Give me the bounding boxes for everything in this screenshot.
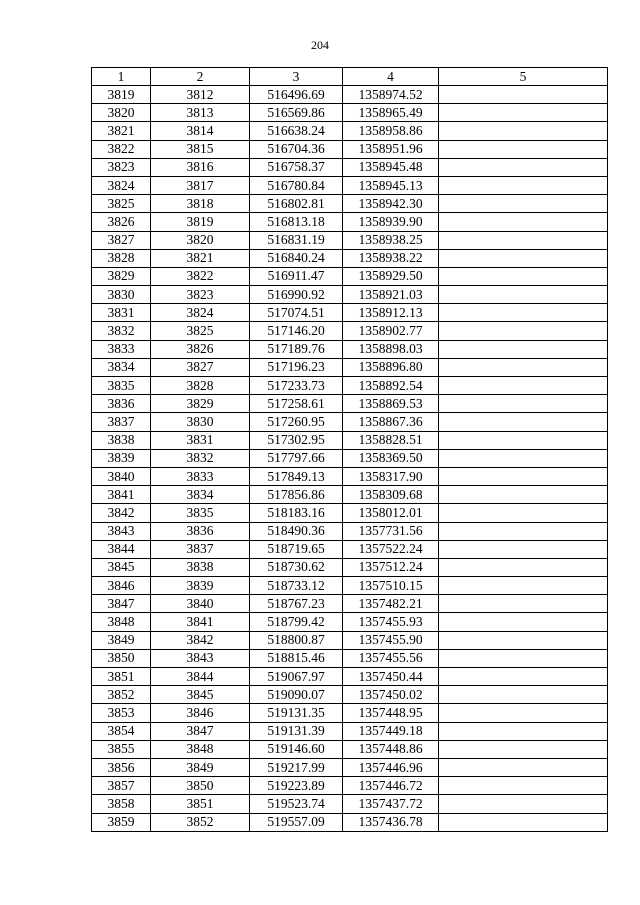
note-cell bbox=[439, 249, 608, 267]
point-number-cell: 3835 bbox=[92, 377, 151, 395]
point-number-cell: 3826 bbox=[92, 213, 151, 231]
x-coordinate-cell: 516704.36 bbox=[250, 140, 343, 158]
note-cell bbox=[439, 140, 608, 158]
index-cell: 3841 bbox=[151, 613, 250, 631]
index-cell: 3835 bbox=[151, 504, 250, 522]
y-coordinate-cell: 1357455.90 bbox=[343, 631, 439, 649]
table-row bbox=[92, 740, 608, 758]
y-coordinate-cell: 1358951.96 bbox=[343, 140, 439, 158]
point-number-cell: 3855 bbox=[92, 740, 151, 758]
table-row bbox=[92, 395, 608, 413]
y-coordinate-cell: 1358317.90 bbox=[343, 467, 439, 485]
x-coordinate-cell: 518730.62 bbox=[250, 558, 343, 576]
note-cell bbox=[439, 631, 608, 649]
y-coordinate-cell: 1358867.36 bbox=[343, 413, 439, 431]
x-coordinate-cell: 519523.74 bbox=[250, 795, 343, 813]
x-coordinate-cell: 516911.47 bbox=[250, 267, 343, 285]
x-coordinate-cell: 517233.73 bbox=[250, 377, 343, 395]
note-cell bbox=[439, 358, 608, 376]
note-cell bbox=[439, 86, 608, 104]
table-row bbox=[92, 140, 608, 158]
point-number-cell: 3849 bbox=[92, 631, 151, 649]
y-coordinate-cell: 1357450.44 bbox=[343, 668, 439, 686]
y-coordinate-cell: 1358896.80 bbox=[343, 358, 439, 376]
point-number-cell: 3831 bbox=[92, 304, 151, 322]
table-row bbox=[92, 122, 608, 140]
y-coordinate-cell: 1358939.90 bbox=[343, 213, 439, 231]
point-number-cell: 3834 bbox=[92, 358, 151, 376]
y-coordinate-cell: 1358938.25 bbox=[343, 231, 439, 249]
index-cell: 3832 bbox=[151, 449, 250, 467]
table-row bbox=[92, 449, 608, 467]
point-number-cell: 3853 bbox=[92, 704, 151, 722]
point-number-cell: 3858 bbox=[92, 795, 151, 813]
table-row bbox=[92, 431, 608, 449]
x-coordinate-cell: 516758.37 bbox=[250, 158, 343, 176]
column-header-5: 5 bbox=[439, 68, 608, 86]
x-coordinate-cell: 517797.66 bbox=[250, 449, 343, 467]
x-coordinate-cell: 519131.39 bbox=[250, 722, 343, 740]
note-cell bbox=[439, 722, 608, 740]
index-cell: 3814 bbox=[151, 122, 250, 140]
y-coordinate-cell: 1358898.03 bbox=[343, 340, 439, 358]
index-cell: 3845 bbox=[151, 686, 250, 704]
table-row bbox=[92, 213, 608, 231]
table-row bbox=[92, 340, 608, 358]
note-cell bbox=[439, 813, 608, 831]
point-number-cell: 3841 bbox=[92, 486, 151, 504]
point-number-cell: 3824 bbox=[92, 176, 151, 194]
index-cell: 3831 bbox=[151, 431, 250, 449]
index-cell: 3834 bbox=[151, 486, 250, 504]
index-cell: 3823 bbox=[151, 286, 250, 304]
note-cell bbox=[439, 504, 608, 522]
index-cell: 3815 bbox=[151, 140, 250, 158]
point-number-cell: 3851 bbox=[92, 668, 151, 686]
table-row bbox=[92, 413, 608, 431]
point-number-cell: 3832 bbox=[92, 322, 151, 340]
index-cell: 3851 bbox=[151, 795, 250, 813]
index-cell: 3827 bbox=[151, 358, 250, 376]
point-number-cell: 3829 bbox=[92, 267, 151, 285]
x-coordinate-cell: 517302.95 bbox=[250, 431, 343, 449]
y-coordinate-cell: 1358012.01 bbox=[343, 504, 439, 522]
index-cell: 3843 bbox=[151, 649, 250, 667]
table-row bbox=[92, 267, 608, 285]
index-cell: 3817 bbox=[151, 176, 250, 194]
y-coordinate-cell: 1357512.24 bbox=[343, 558, 439, 576]
x-coordinate-cell: 518767.23 bbox=[250, 595, 343, 613]
note-cell bbox=[439, 758, 608, 776]
x-coordinate-cell: 517196.23 bbox=[250, 358, 343, 376]
note-cell bbox=[439, 413, 608, 431]
point-number-cell: 3822 bbox=[92, 140, 151, 158]
index-cell: 3819 bbox=[151, 213, 250, 231]
y-coordinate-cell: 1358912.13 bbox=[343, 304, 439, 322]
table-body bbox=[92, 86, 608, 832]
note-cell bbox=[439, 467, 608, 485]
point-number-cell: 3839 bbox=[92, 449, 151, 467]
index-cell: 3826 bbox=[151, 340, 250, 358]
x-coordinate-cell: 516813.18 bbox=[250, 213, 343, 231]
note-cell bbox=[439, 740, 608, 758]
index-cell: 3837 bbox=[151, 540, 250, 558]
x-coordinate-cell: 517849.13 bbox=[250, 467, 343, 485]
point-number-cell: 3840 bbox=[92, 467, 151, 485]
index-cell: 3816 bbox=[151, 158, 250, 176]
x-coordinate-cell: 517260.95 bbox=[250, 413, 343, 431]
note-cell bbox=[439, 213, 608, 231]
note-cell bbox=[439, 649, 608, 667]
point-number-cell: 3854 bbox=[92, 722, 151, 740]
index-cell: 3830 bbox=[151, 413, 250, 431]
index-cell: 3852 bbox=[151, 813, 250, 831]
point-number-cell: 3837 bbox=[92, 413, 151, 431]
table-row bbox=[92, 595, 608, 613]
note-cell bbox=[439, 486, 608, 504]
y-coordinate-cell: 1358965.49 bbox=[343, 104, 439, 122]
table-row bbox=[92, 486, 608, 504]
point-number-cell: 3843 bbox=[92, 522, 151, 540]
point-number-cell: 3820 bbox=[92, 104, 151, 122]
index-cell: 3850 bbox=[151, 777, 250, 795]
index-cell: 3820 bbox=[151, 231, 250, 249]
table-row bbox=[92, 522, 608, 540]
note-cell bbox=[439, 395, 608, 413]
column-header-1: 1 bbox=[92, 68, 151, 86]
table-row bbox=[92, 668, 608, 686]
index-cell: 3829 bbox=[151, 395, 250, 413]
point-number-cell: 3859 bbox=[92, 813, 151, 831]
table-row bbox=[92, 558, 608, 576]
note-cell bbox=[439, 231, 608, 249]
y-coordinate-cell: 1358945.48 bbox=[343, 158, 439, 176]
point-number-cell: 3823 bbox=[92, 158, 151, 176]
note-cell bbox=[439, 286, 608, 304]
y-coordinate-cell: 1357482.21 bbox=[343, 595, 439, 613]
column-header-2: 2 bbox=[151, 68, 250, 86]
note-cell bbox=[439, 613, 608, 631]
y-coordinate-cell: 1358869.53 bbox=[343, 395, 439, 413]
x-coordinate-cell: 518815.46 bbox=[250, 649, 343, 667]
y-coordinate-cell: 1358902.77 bbox=[343, 322, 439, 340]
table-row bbox=[92, 631, 608, 649]
x-coordinate-cell: 517856.86 bbox=[250, 486, 343, 504]
note-cell bbox=[439, 195, 608, 213]
note-cell bbox=[439, 104, 608, 122]
table-row bbox=[92, 195, 608, 213]
index-cell: 3842 bbox=[151, 631, 250, 649]
note-cell bbox=[439, 377, 608, 395]
table-row bbox=[92, 286, 608, 304]
point-number-cell: 3848 bbox=[92, 613, 151, 631]
x-coordinate-cell: 516802.81 bbox=[250, 195, 343, 213]
y-coordinate-cell: 1357455.93 bbox=[343, 613, 439, 631]
note-cell bbox=[439, 322, 608, 340]
y-coordinate-cell: 1357446.72 bbox=[343, 777, 439, 795]
y-coordinate-cell: 1358921.03 bbox=[343, 286, 439, 304]
table-row bbox=[92, 104, 608, 122]
x-coordinate-cell: 518800.87 bbox=[250, 631, 343, 649]
y-coordinate-cell: 1357437.72 bbox=[343, 795, 439, 813]
point-number-cell: 3828 bbox=[92, 249, 151, 267]
note-cell bbox=[439, 122, 608, 140]
point-number-cell: 3825 bbox=[92, 195, 151, 213]
x-coordinate-cell: 517074.51 bbox=[250, 304, 343, 322]
table-row bbox=[92, 649, 608, 667]
x-coordinate-cell: 517189.76 bbox=[250, 340, 343, 358]
table-row bbox=[92, 231, 608, 249]
x-coordinate-cell: 516496.69 bbox=[250, 86, 343, 104]
page-number: 204 bbox=[311, 38, 329, 52]
table-row bbox=[92, 176, 608, 194]
x-coordinate-cell: 519217.99 bbox=[250, 758, 343, 776]
table-row bbox=[92, 86, 608, 104]
point-number-cell: 3844 bbox=[92, 540, 151, 558]
x-coordinate-cell: 518799.42 bbox=[250, 613, 343, 631]
y-coordinate-cell: 1357448.86 bbox=[343, 740, 439, 758]
point-number-cell: 3842 bbox=[92, 504, 151, 522]
table-row bbox=[92, 249, 608, 267]
header-row bbox=[92, 68, 608, 86]
note-cell bbox=[439, 595, 608, 613]
x-coordinate-cell: 519067.97 bbox=[250, 668, 343, 686]
table-row bbox=[92, 795, 608, 813]
y-coordinate-cell: 1357446.96 bbox=[343, 758, 439, 776]
table-row bbox=[92, 504, 608, 522]
x-coordinate-cell: 516638.24 bbox=[250, 122, 343, 140]
note-cell bbox=[439, 304, 608, 322]
note-cell bbox=[439, 558, 608, 576]
note-cell bbox=[439, 668, 608, 686]
table-row bbox=[92, 322, 608, 340]
y-coordinate-cell: 1358929.50 bbox=[343, 267, 439, 285]
index-cell: 3847 bbox=[151, 722, 250, 740]
x-coordinate-cell: 519223.89 bbox=[250, 777, 343, 795]
index-cell: 3813 bbox=[151, 104, 250, 122]
point-number-cell: 3852 bbox=[92, 686, 151, 704]
point-number-cell: 3847 bbox=[92, 595, 151, 613]
note-cell bbox=[439, 176, 608, 194]
y-coordinate-cell: 1357455.56 bbox=[343, 649, 439, 667]
point-number-cell: 3819 bbox=[92, 86, 151, 104]
index-cell: 3839 bbox=[151, 577, 250, 595]
point-number-cell: 3827 bbox=[92, 231, 151, 249]
x-coordinate-cell: 518719.65 bbox=[250, 540, 343, 558]
x-coordinate-cell: 516780.84 bbox=[250, 176, 343, 194]
table-row bbox=[92, 304, 608, 322]
y-coordinate-cell: 1357510.15 bbox=[343, 577, 439, 595]
note-cell bbox=[439, 522, 608, 540]
note-cell bbox=[439, 777, 608, 795]
note-cell bbox=[439, 577, 608, 595]
index-cell: 3838 bbox=[151, 558, 250, 576]
table-row bbox=[92, 813, 608, 831]
column-header-3: 3 bbox=[250, 68, 343, 86]
note-cell bbox=[439, 686, 608, 704]
y-coordinate-cell: 1358958.86 bbox=[343, 122, 439, 140]
note-cell bbox=[439, 158, 608, 176]
note-cell bbox=[439, 431, 608, 449]
index-cell: 3821 bbox=[151, 249, 250, 267]
table-row bbox=[92, 613, 608, 631]
index-cell: 3844 bbox=[151, 668, 250, 686]
x-coordinate-cell: 518183.16 bbox=[250, 504, 343, 522]
point-number-cell: 3856 bbox=[92, 758, 151, 776]
x-coordinate-cell: 516569.86 bbox=[250, 104, 343, 122]
table-row bbox=[92, 540, 608, 558]
note-cell bbox=[439, 267, 608, 285]
table-row bbox=[92, 722, 608, 740]
x-coordinate-cell: 518733.12 bbox=[250, 577, 343, 595]
x-coordinate-cell: 516840.24 bbox=[250, 249, 343, 267]
y-coordinate-cell: 1358974.52 bbox=[343, 86, 439, 104]
y-coordinate-cell: 1358938.22 bbox=[343, 249, 439, 267]
table-row bbox=[92, 704, 608, 722]
index-cell: 3840 bbox=[151, 595, 250, 613]
point-number-cell: 3836 bbox=[92, 395, 151, 413]
point-number-cell: 3857 bbox=[92, 777, 151, 795]
table-row bbox=[92, 758, 608, 776]
x-coordinate-cell: 519131.35 bbox=[250, 704, 343, 722]
y-coordinate-cell: 1358309.68 bbox=[343, 486, 439, 504]
index-cell: 3822 bbox=[151, 267, 250, 285]
x-coordinate-cell: 518490.36 bbox=[250, 522, 343, 540]
point-number-cell: 3838 bbox=[92, 431, 151, 449]
index-cell: 3836 bbox=[151, 522, 250, 540]
table-row bbox=[92, 358, 608, 376]
y-coordinate-cell: 1357436.78 bbox=[343, 813, 439, 831]
x-coordinate-cell: 519557.09 bbox=[250, 813, 343, 831]
x-coordinate-cell: 519146.60 bbox=[250, 740, 343, 758]
y-coordinate-cell: 1357449.18 bbox=[343, 722, 439, 740]
index-cell: 3828 bbox=[151, 377, 250, 395]
note-cell bbox=[439, 340, 608, 358]
y-coordinate-cell: 1357522.24 bbox=[343, 540, 439, 558]
note-cell bbox=[439, 449, 608, 467]
table-row bbox=[92, 686, 608, 704]
y-coordinate-cell: 1357731.56 bbox=[343, 522, 439, 540]
y-coordinate-cell: 1358828.51 bbox=[343, 431, 439, 449]
x-coordinate-cell: 517258.61 bbox=[250, 395, 343, 413]
note-cell bbox=[439, 540, 608, 558]
x-coordinate-cell: 516990.92 bbox=[250, 286, 343, 304]
x-coordinate-cell: 517146.20 bbox=[250, 322, 343, 340]
index-cell: 3818 bbox=[151, 195, 250, 213]
note-cell bbox=[439, 704, 608, 722]
y-coordinate-cell: 1357450.02 bbox=[343, 686, 439, 704]
coordinates-table bbox=[91, 67, 608, 832]
point-number-cell: 3850 bbox=[92, 649, 151, 667]
y-coordinate-cell: 1358945.13 bbox=[343, 176, 439, 194]
x-coordinate-cell: 519090.07 bbox=[250, 686, 343, 704]
index-cell: 3812 bbox=[151, 86, 250, 104]
y-coordinate-cell: 1357448.95 bbox=[343, 704, 439, 722]
note-cell bbox=[439, 795, 608, 813]
point-number-cell: 3821 bbox=[92, 122, 151, 140]
index-cell: 3849 bbox=[151, 758, 250, 776]
table-row bbox=[92, 577, 608, 595]
table-row bbox=[92, 467, 608, 485]
index-cell: 3824 bbox=[151, 304, 250, 322]
point-number-cell: 3846 bbox=[92, 577, 151, 595]
y-coordinate-cell: 1358892.54 bbox=[343, 377, 439, 395]
index-cell: 3846 bbox=[151, 704, 250, 722]
point-number-cell: 3845 bbox=[92, 558, 151, 576]
index-cell: 3825 bbox=[151, 322, 250, 340]
table-row bbox=[92, 777, 608, 795]
index-cell: 3833 bbox=[151, 467, 250, 485]
table-row bbox=[92, 158, 608, 176]
point-number-cell: 3833 bbox=[92, 340, 151, 358]
index-cell: 3848 bbox=[151, 740, 250, 758]
table-row bbox=[92, 377, 608, 395]
y-coordinate-cell: 1358369.50 bbox=[343, 449, 439, 467]
column-header-4: 4 bbox=[343, 68, 439, 86]
y-coordinate-cell: 1358942.30 bbox=[343, 195, 439, 213]
x-coordinate-cell: 516831.19 bbox=[250, 231, 343, 249]
point-number-cell: 3830 bbox=[92, 286, 151, 304]
